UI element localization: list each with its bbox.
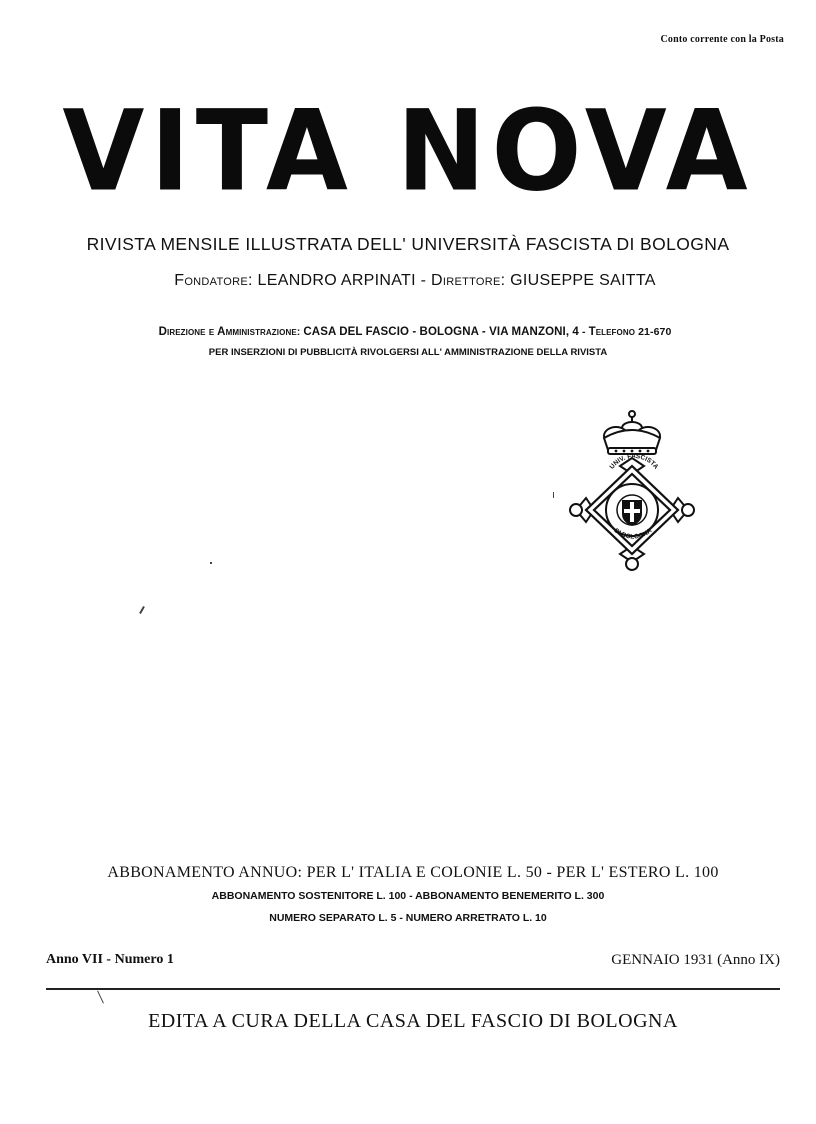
scan-speck bbox=[97, 990, 104, 1003]
publisher-line: EDITA A CURA DELLA CASA DEL FASCIO DI BOLOGNA bbox=[148, 1010, 678, 1032]
phone-number: 21-670 bbox=[638, 326, 672, 338]
director-colon: : bbox=[500, 272, 511, 289]
founder-label: Fondatore bbox=[174, 272, 249, 289]
address-label: Direzione e Amministrazione bbox=[158, 326, 297, 338]
founder-name: LEANDRO ARPINATI bbox=[257, 272, 416, 289]
address-line bbox=[0, 326, 816, 338]
founders-separator: - bbox=[420, 272, 431, 289]
subscription-annual: ABBONAMENTO ANNUO: PER L' ITALIA E COLONIE L. 50 - PER L' ESTERO L. 100 bbox=[107, 864, 719, 881]
phone-label: Telefono bbox=[588, 326, 636, 338]
address-text: CASA DEL FASCIO - BOLOGNA - VIA MANZONI, 4 bbox=[303, 326, 579, 338]
scan-speck bbox=[210, 562, 212, 564]
subtitle: RIVISTA MENSILE ILLUSTRATA DELL' UNIVERSITÀ FASCISTA DI BOLOGNA bbox=[86, 234, 730, 254]
scan-speck bbox=[553, 492, 554, 498]
issue-date: GENNAIO 1931 (Anno IX) bbox=[611, 952, 780, 968]
founders-line bbox=[0, 272, 816, 290]
issue-volume: Anno VII - Numero 1 bbox=[46, 952, 174, 967]
masthead-title: VITA NOVA bbox=[62, 86, 754, 216]
founder-colon: : bbox=[248, 272, 258, 289]
address-separator: - bbox=[581, 326, 589, 338]
scan-speck bbox=[139, 606, 145, 614]
university-seal-icon bbox=[568, 408, 696, 578]
director-label: Direttore bbox=[431, 272, 501, 289]
ads-note: PER INSERZIONI DI PUBBLICITÀ RIVOLGERSI ALL' AMMINISTRAZIONE DELLA RIVISTA bbox=[208, 347, 608, 358]
seal-motto-bottom: DI BOLOGNA bbox=[612, 527, 654, 541]
subscription-supporter: ABBONAMENTO SOSTENITORE L. 100 - ABBONAMENTO BENEMERITO L. 300 bbox=[211, 890, 605, 902]
divider-rule bbox=[46, 988, 780, 990]
subscription-single-issue: NUMERO SEPARATO L. 5 - NUMERO ARRETRATO L. 10 bbox=[269, 912, 547, 924]
address-colon: : bbox=[296, 326, 304, 338]
seal-motto-top: UNIV. FASCISTA bbox=[608, 452, 660, 471]
director-name: GIUSEPPE SAITTA bbox=[510, 272, 656, 289]
postal-note: Conto corrente con la Posta bbox=[660, 34, 784, 45]
